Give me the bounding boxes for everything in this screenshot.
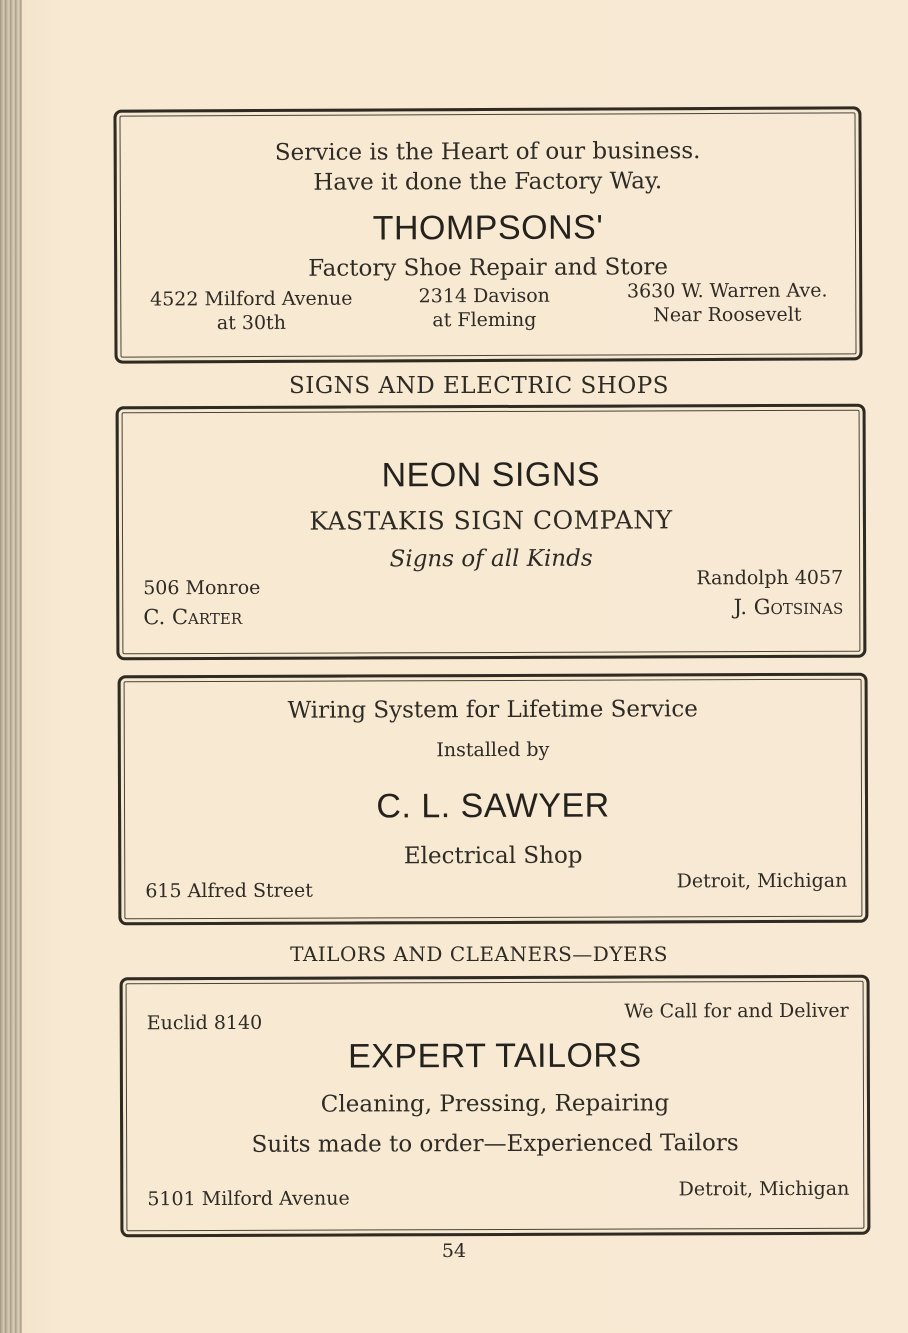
sawyer-subtitle: Electrical Shop	[403, 842, 583, 870]
sawyer-city: Detroit, Michigan	[676, 869, 848, 893]
kastakis-headline: NEON SIGNS	[381, 455, 601, 495]
thompsons-subtitle: Factory Shoe Repair and Store	[308, 254, 669, 282]
kastakis-contact-left: C. Carter	[143, 604, 243, 630]
kastakis-address: 506 Monroe	[143, 576, 261, 600]
sawyer-line-2: Installed by	[436, 738, 550, 762]
book-binding-edge	[0, 0, 22, 1333]
thompsons-location-2-line1: 2314 Davison	[418, 284, 550, 308]
thompsons-name: THOMPSONS'	[372, 208, 604, 248]
thompsons-tagline-2: Have it done the Factory Way.	[313, 168, 663, 196]
expert-tailors-service: We Call for and Deliver	[624, 999, 849, 1023]
thompsons-location-1-line1: 4522 Milford Avenue	[150, 287, 353, 311]
expert-tailors-name: EXPERT TAILORS	[347, 1036, 642, 1076]
expert-tailors-ad	[120, 975, 871, 1238]
kastakis-slogan: Signs of all Kinds	[389, 545, 593, 573]
sawyer-name: C. L. SAWYER	[376, 786, 610, 826]
sawyer-line-1: Wiring System for Lifetime Service	[287, 696, 698, 724]
thompsons-ad	[113, 106, 862, 363]
kastakis-contact-right: J. Gotsinas	[733, 594, 844, 620]
thompsons-location-3-line1: 3630 W. Warren Ave.	[626, 279, 828, 303]
expert-tailors-line-2: Suits made to order—Experienced Tailors	[251, 1130, 739, 1158]
thompsons-location-2-line2: at Fleming	[432, 308, 537, 332]
thompsons-location-1-line2: at 30th	[216, 311, 286, 335]
thompsons-tagline-1: Service is the Heart of our business.	[274, 138, 701, 166]
sawyer-ad	[118, 673, 869, 926]
section-heading-signs: SIGNS AND ELECTRIC SHOPS	[289, 373, 669, 399]
kastakis-phone: Randolph 4057	[696, 566, 844, 590]
expert-tailors-phone: Euclid 8140	[146, 1011, 263, 1035]
expert-tailors-city: Detroit, Michigan	[678, 1177, 850, 1201]
expert-tailors-address: 5101 Milford Avenue	[147, 1187, 350, 1211]
kastakis-ad	[116, 404, 867, 661]
kastakis-name: KASTAKIS SIGN COMPANY	[309, 505, 673, 536]
thompsons-location-3	[607, 279, 847, 326]
thompsons-location-2	[389, 285, 579, 332]
page-number: 54	[441, 1240, 467, 1262]
thompsons-location-3-line2: Near Roosevelt	[653, 303, 802, 327]
thompsons-location-1	[141, 288, 361, 335]
sawyer-address: 615 Alfred Street	[145, 879, 313, 903]
section-heading-tailors: TAILORS AND CLEANERS—DYERS	[290, 942, 668, 966]
expert-tailors-line-1: Cleaning, Pressing, Repairing	[320, 1090, 670, 1118]
